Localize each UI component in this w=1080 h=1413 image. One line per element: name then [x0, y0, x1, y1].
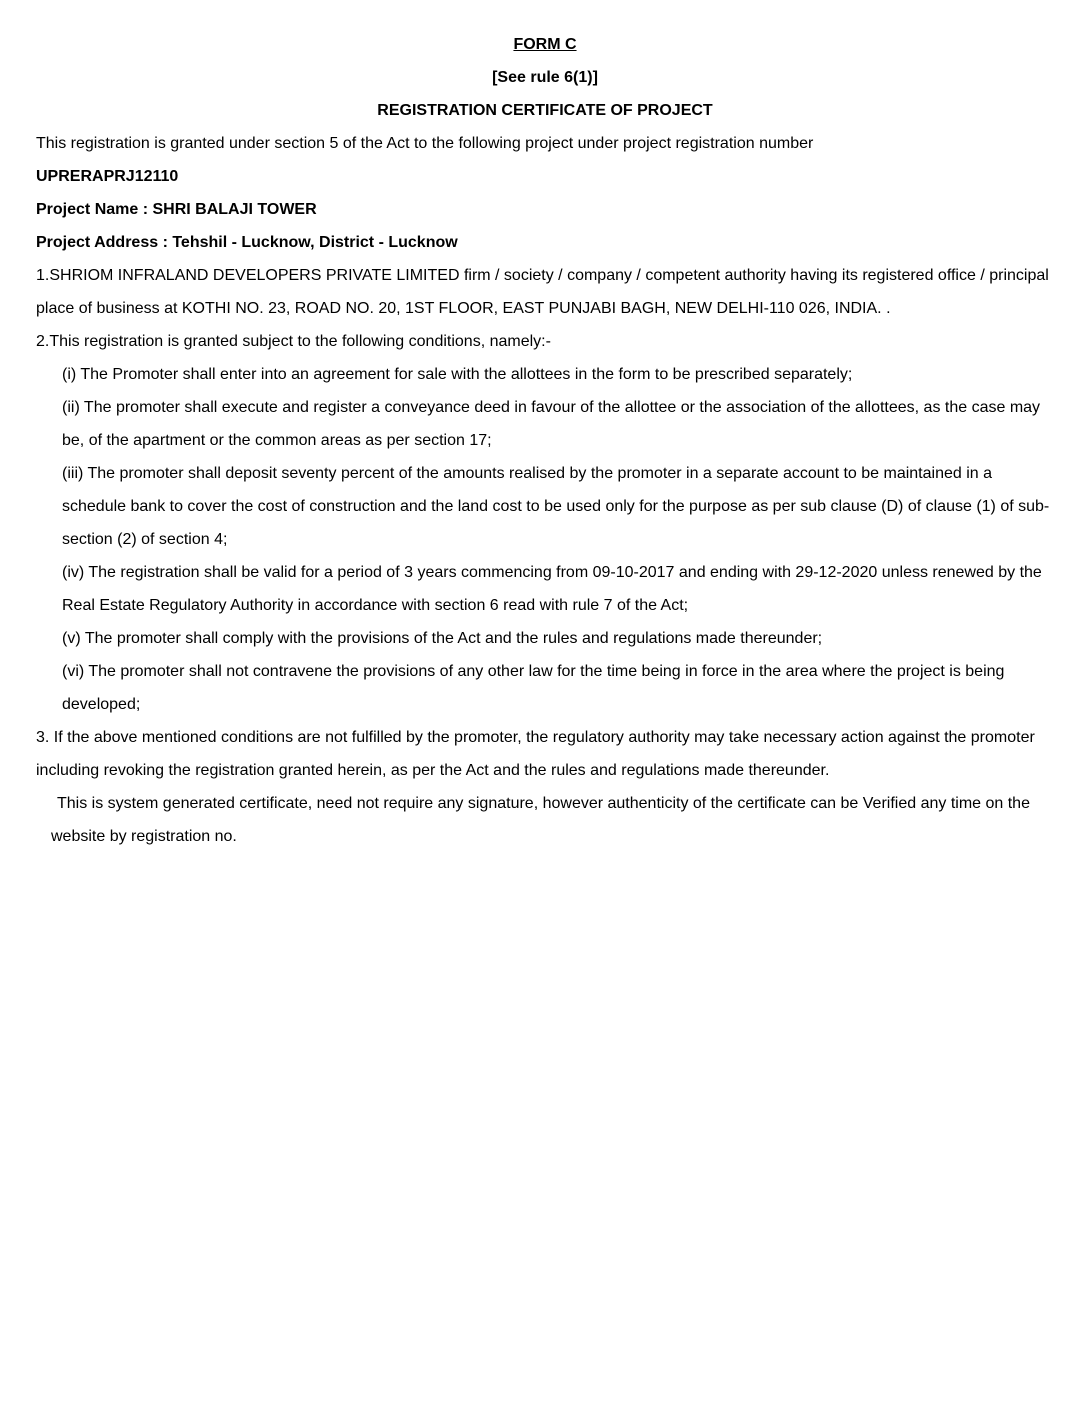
condition-item: (vi) The promoter shall not contravene the provisions of any other law for the time being in force in the area where the project is being developed; — [62, 663, 1005, 713]
project-name: Project Name : SHRI BALAJI TOWER — [36, 201, 317, 218]
condition-item: (i) The Promoter shall enter into an agreement for sale with the allottees in the form to be prescribed separately; — [62, 366, 853, 383]
form-title: FORM C — [513, 36, 577, 53]
registration-number: UPRERAPRJ12110 — [36, 168, 179, 185]
condition-item: (iii) The promoter shall deposit seventy percent of the amounts realised by the promoter in a separate account to be maintained in a schedule bank to cover the cost of construction and the land cost to be used only for the purpose as per sub clause (D) of clause (1) of sub-section (2) of section 4; — [62, 465, 1050, 548]
intro-text: This registration is granted under section 5 of the Act to the following project under project registration number — [36, 135, 814, 152]
condition-item: (v) The promoter shall comply with the provisions of the Act and the rules and regulations made thereunder; — [62, 630, 823, 647]
certificate-heading: REGISTRATION CERTIFICATE OF PROJECT — [377, 102, 713, 119]
clause-2-conditions-intro: 2.This registration is granted subject to the following conditions, namely:- — [36, 333, 551, 350]
system-generated-note: This is system generated certificate, need not require any signature, however authenticity of the certificate can be Verified any time on the website by registration no. — [51, 795, 1030, 845]
form-title-line — [36, 28, 1054, 61]
document-header — [36, 28, 1054, 127]
project-address: Project Address : Tehshil - Lucknow, District - Lucknow — [36, 234, 458, 251]
condition-item: (ii) The promoter shall execute and register a conveyance deed in favour of the allottee or the association of the allottees, as the case may be, of the apartment or the common areas as per section 17; — [62, 399, 1041, 449]
clause-3-non-fulfilment: 3. If the above mentioned conditions are not fulfilled by the promoter, the regulatory authority may take necessary action against the promoter including revoking the registration granted herein, as per the Act and the rules and regulations made thereunder. — [36, 729, 1035, 779]
rule-reference: [See rule 6(1)] — [492, 69, 598, 86]
conditions-list — [36, 358, 1054, 721]
condition-item: (iv) The registration shall be valid for a period of 3 years commencing from 09-10-2017 and ending with 29-12-2020 unless renewed by the Real Estate Regulatory Authority in accordance with section 6 read with rule 7 of the Act; — [62, 564, 1042, 614]
clause-1-promoter-details: 1.SHRIOM INFRALAND DEVELOPERS PRIVATE LIMITED firm / society / company / competent authority having its registered office / principal place of business at KOTHI NO. 23, ROAD NO. 20, 1ST FLOOR, EAST PUNJABI BAGH, NEW DELHI-110 026, INDIA. . — [36, 267, 1049, 317]
